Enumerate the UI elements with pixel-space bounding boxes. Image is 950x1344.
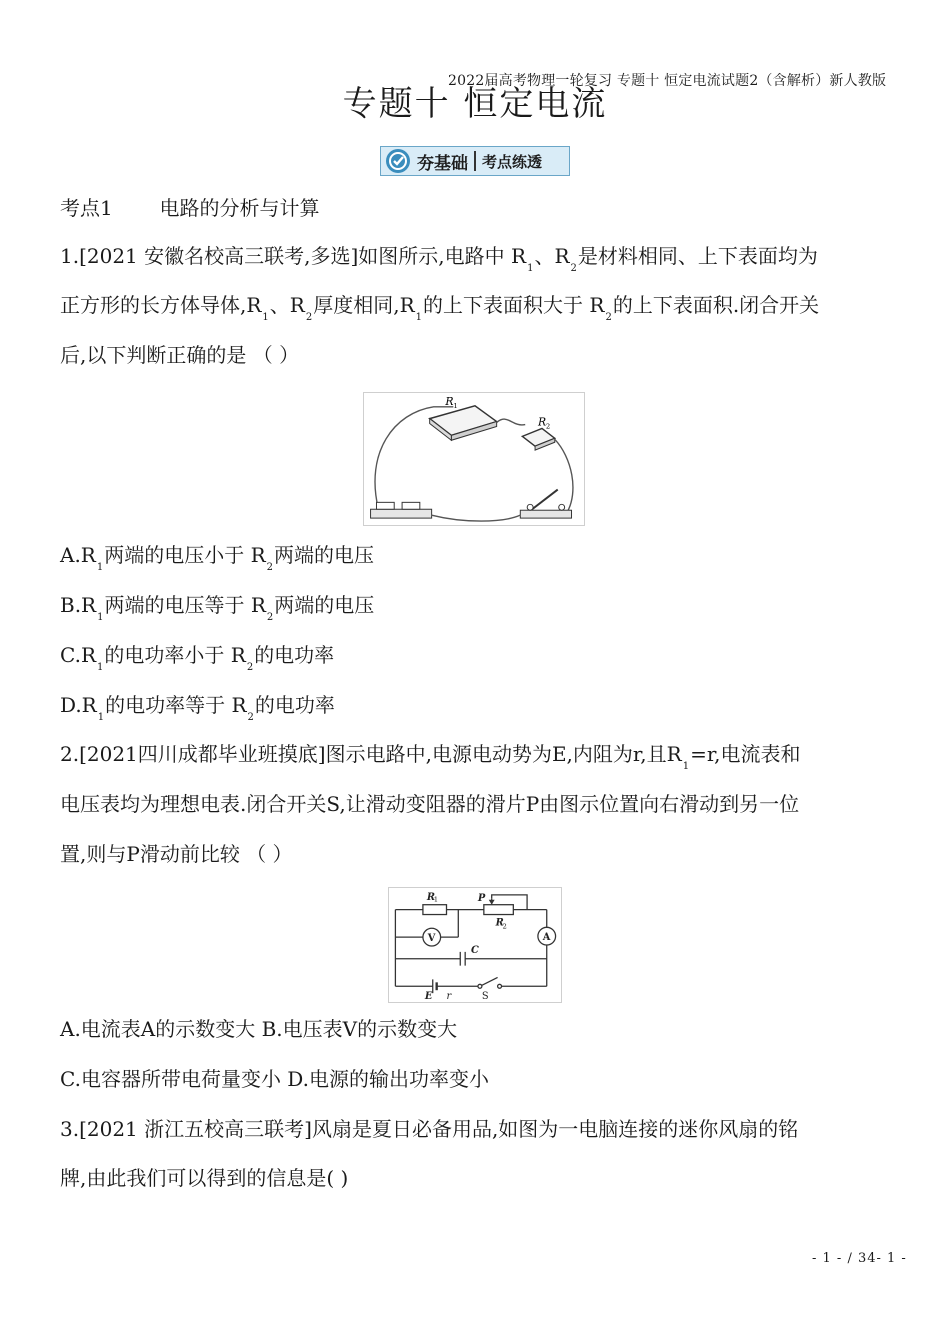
fig1-r2-label: R (538, 415, 547, 429)
q1-option-d: $D.R_1$的电功率等于 $R_2$的电功率 (60, 693, 335, 723)
badge-divider (474, 151, 476, 171)
q1-option-c: $C.R_1$的电功率小于 $R_2$的电功率 (60, 643, 335, 673)
fig2-p-label: P (477, 892, 486, 904)
q1-line-3: 后,以下判断正确的是 （ ） (60, 343, 300, 367)
q2-line-2: 电压表均为理想电表.闭合开关S,让滑动变阻器的滑片P由图示位置向右滑动到另一位 (60, 792, 800, 816)
q1-line-1: 1.[2021 安徽名校高三联考,多选]如图所示,电路中 $R_1$、$R_2$是材料相同、上下表面均为 (60, 244, 818, 274)
page-footer: - 1 - / 34- 1 - (812, 1251, 907, 1266)
section-heading (60, 195, 319, 221)
fig2-r2-label: R (495, 917, 504, 929)
fig2-voltmeter-label: V (427, 933, 436, 945)
fig2-switch-label: S (481, 991, 489, 1003)
q2-line-3: 置,则与P滑动前比较 （ ） (60, 842, 293, 866)
fig2-ammeter-label: A (542, 932, 551, 944)
q3-line-2: 牌,由此我们可以得到的信息是( ) (60, 1166, 349, 1190)
q3-line-1: 3.[2021 浙江五校高三联考]风扇是夏日必备用品,如图为一电脑连接的迷你风扇的铭 (60, 1117, 799, 1141)
fig2-r1-label: R (426, 891, 436, 903)
fig1-r2-sub: 2 (545, 422, 551, 431)
q2-circuit-figure (388, 887, 562, 1003)
fig2-r1-sub: 1 (433, 895, 439, 904)
fig2-emf-label: E (424, 991, 433, 1003)
badge-main-label: 夯基础 (417, 153, 468, 174)
q2-options-2: C.电容器所带电荷量变小 D.电源的输出功率变小 (60, 1067, 489, 1091)
target-check-icon (385, 148, 411, 174)
section-label: 考点1 (60, 196, 113, 220)
q2-line-1: 2.[2021四川成都毕业班摸底]图示电路中,电源电动势为E,内阻为r,且$R_1=r$,电流表和 (60, 742, 801, 772)
fig1-r1-label: R (445, 394, 454, 408)
badge-sub-label: 考点练透 (482, 152, 543, 171)
page-title: 专题十 恒定电流 (342, 84, 608, 124)
running-header: 2022届高考物理一轮复习 专题十 恒定电流试题2（含解析）新人教版 (448, 73, 887, 89)
q2-options-1: A.电流表A的示数变大 B.电压表V的示数变大 (60, 1017, 458, 1041)
q1-option-b: $B.R_1$两端的电压等于 $R_2$两端的电压 (60, 593, 375, 623)
fig1-r1-sub: 1 (453, 401, 458, 410)
fig2-capacitor-label: C (471, 944, 479, 956)
fig2-r2-sub: 2 (502, 922, 507, 931)
section-name: 电路的分析与计算 (159, 196, 320, 220)
q1-line-2: 正方形的长方体导体$,R_1$、$R_2$厚度相同$,R_1$的上下表面积大于 $R_2$的上下表面积.闭合开关 (60, 293, 820, 323)
q1-option-a: $A.R_1$两端的电压小于 $R_2$两端的电压 (60, 543, 375, 573)
section-badge (380, 146, 570, 176)
q1-circuit-figure (363, 392, 585, 526)
fig2-internal-r-label: r (446, 991, 452, 1003)
